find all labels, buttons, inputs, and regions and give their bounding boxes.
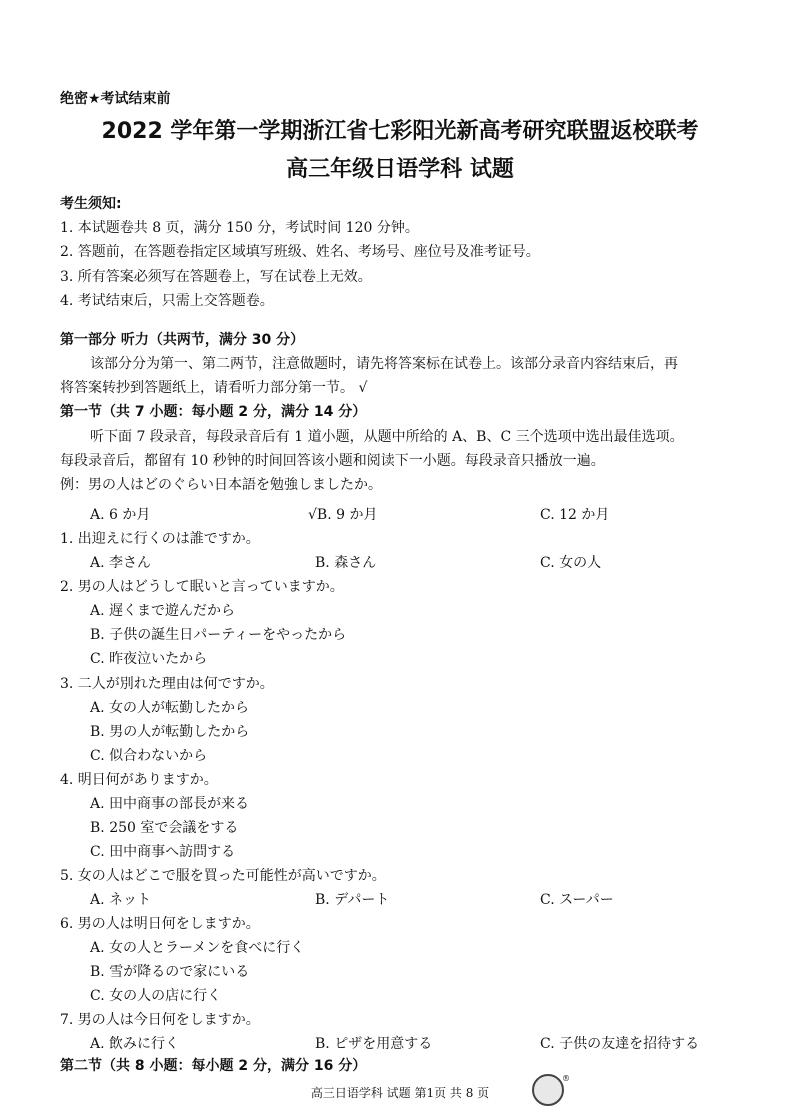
- page-footer: 高三日语学科 试题 第1页 共 8 页: [310, 1086, 490, 1100]
- notice-item: 1. 本试题卷共 8 页，满分 150 分，考试时间 120 分钟。: [60, 220, 419, 236]
- q5-option-c: C. スーパー: [540, 892, 614, 908]
- q4-option-c: C. 田中商事へ訪問する: [90, 844, 236, 860]
- q5-option-a: A. ネット: [90, 892, 152, 908]
- q7-option-b: B. ピザを用意する: [315, 1036, 433, 1052]
- seal-logo-icon: [532, 1074, 564, 1106]
- section1-heading: 第一节（共 7 小题：每小题 2 分，满分 14 分）: [60, 404, 367, 420]
- confidential-label: 绝密★考试结束前: [60, 91, 171, 107]
- notice-item: 4. 考试结束后，只需上交答题卷。: [60, 293, 274, 309]
- notice-item: 2. 答题前，在答题卷指定区域填写班级、姓名、考场号、座位号及准考证号。: [60, 244, 540, 260]
- part1-desc: 将答案转抄到答题纸上，请看听力部分第一节。 √: [60, 380, 368, 396]
- q3-option-b: B. 男の人が転勤したから: [90, 724, 250, 740]
- q2-option-c: C. 昨夜泣いたから: [90, 651, 208, 667]
- question-3: 3. 二人が別れた理由は何ですか。: [60, 676, 274, 692]
- example-question: 例：男の人はどのぐらい日本語を勉強しましたか。: [60, 477, 382, 493]
- q5-option-b: B. デパート: [315, 892, 390, 908]
- question-6: 6. 男の人は明日何をしますか。: [60, 916, 260, 932]
- q3-option-a: A. 女の人が転勤したから: [90, 700, 250, 716]
- q1-option-b: B. 森さん: [315, 555, 377, 571]
- q6-option-a: A. 女の人とラーメンを食べに行く: [90, 940, 305, 956]
- q4-option-a: A. 田中商事の部長が来る: [90, 796, 250, 812]
- question-2: 2. 男の人はどうして眠いと言っていますか。: [60, 579, 344, 595]
- notice-item: 3. 所有答案必须写在答题卷上，写在试卷上无效。: [60, 269, 372, 285]
- question-7: 7. 男の人は今日何をしますか。: [60, 1012, 260, 1028]
- section1-desc: 每段录音后，都留有 10 秒钟的时间回答该小题和阅读下一小题。每段录音只播放一遍。: [60, 453, 605, 469]
- example-option-a: A. 6 か月: [90, 507, 151, 523]
- example-option-b: √B. 9 か月: [308, 507, 378, 523]
- registered-mark-icon: ®: [562, 1074, 570, 1083]
- q4-option-b: B. 250 室で会議をする: [90, 820, 239, 836]
- part1-desc: 该部分分为第一、第二两节，注意做题时，请先将答案标在试卷上。该部分录音内容结束后，再: [90, 356, 678, 372]
- exam-title-line1: 2022 学年第一学期浙江省七彩阳光新高考研究联盟返校联考: [101, 119, 699, 144]
- section1-desc: 听下面 7 段录音，每段录音后有 1 道小题，从题中所给的 A、B、C 三个选项中选出最佳选项。: [90, 429, 684, 445]
- part1-heading: 第一部分 听力（共两节，满分 30 分）: [60, 332, 305, 348]
- exam-title-line2: 高三年级日语学科 试题: [286, 157, 514, 182]
- question-1: 1. 出迎えに行くのは誰ですか。: [60, 531, 260, 547]
- q3-option-c: C. 似合わないから: [90, 748, 208, 764]
- example-option-c: C. 12 か月: [540, 507, 610, 523]
- section2-heading: 第二节（共 8 小题：每小题 2 分，满分 16 分）: [60, 1058, 367, 1074]
- question-5: 5. 女の人はどこで服を買った可能性が高いですか。: [60, 868, 386, 884]
- q7-option-a: A. 飲みに行く: [90, 1036, 180, 1052]
- q2-option-a: A. 遅くまで遊んだから: [90, 603, 236, 619]
- q6-option-b: B. 雪が降るので家にいる: [90, 964, 250, 980]
- q2-option-b: B. 子供の誕生日パーティーをやったから: [90, 627, 347, 643]
- question-4: 4. 明日何がありますか。: [60, 772, 218, 788]
- notice-heading: 考生须知:: [60, 196, 122, 212]
- q1-option-a: A. 李さん: [90, 555, 152, 571]
- q7-option-c: C. 子供の友達を招待する: [540, 1036, 700, 1052]
- q6-option-c: C. 女の人の店に行く: [90, 988, 222, 1004]
- q1-option-c: C. 女の人: [540, 555, 602, 571]
